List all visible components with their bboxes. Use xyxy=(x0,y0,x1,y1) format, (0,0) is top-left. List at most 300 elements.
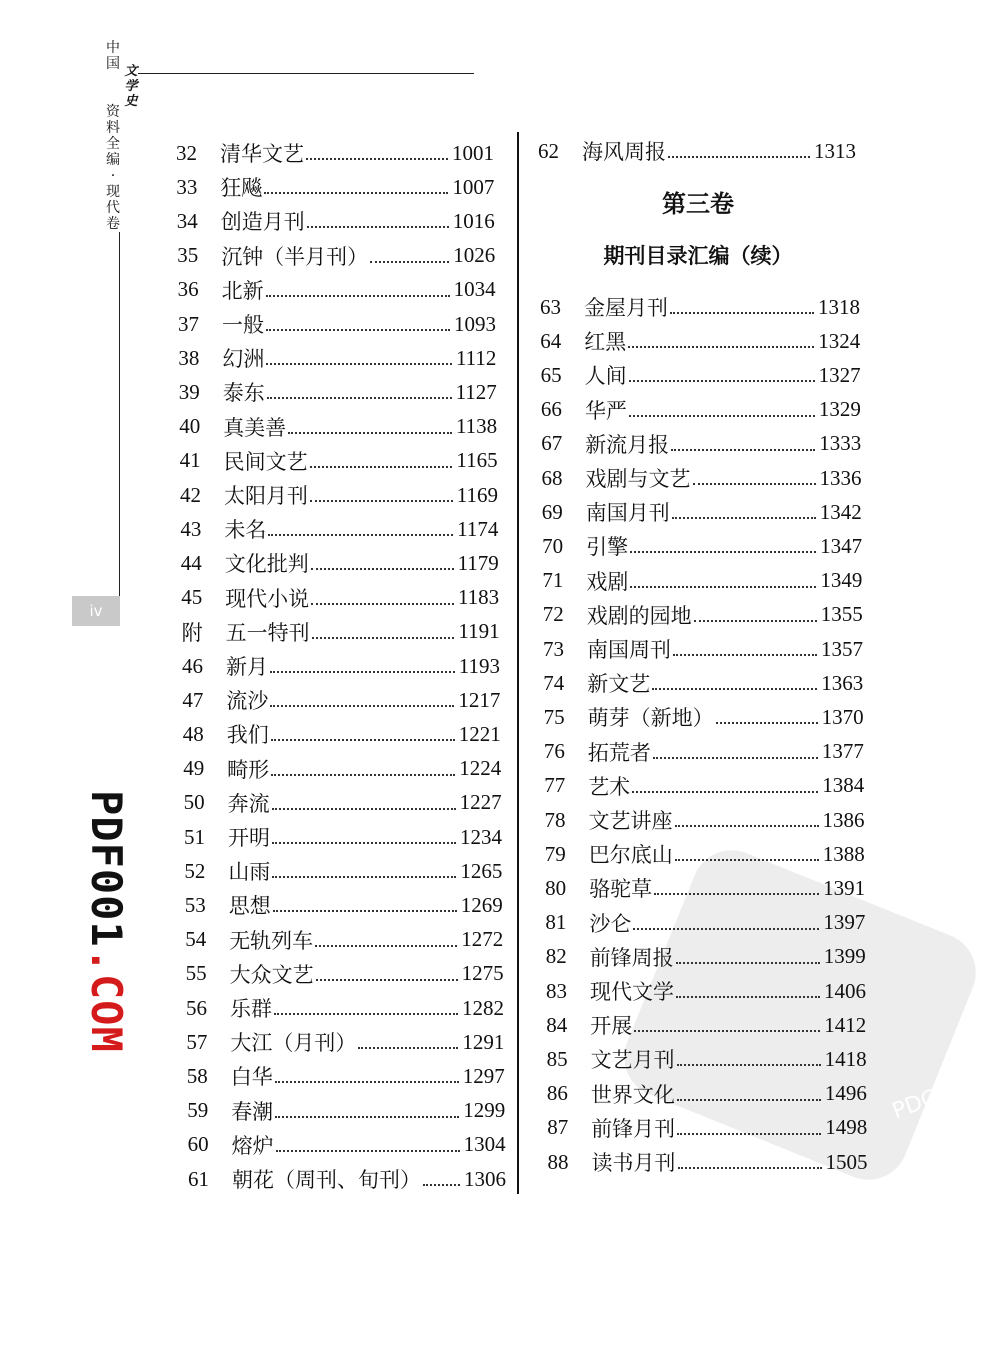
series-title-char: 国 xyxy=(106,56,120,72)
toc-entry-number: 44 xyxy=(180,550,202,575)
toc-leader-dots xyxy=(629,380,815,382)
toc-entry-title: 未名 xyxy=(224,518,267,543)
toc-entry xyxy=(545,839,865,869)
toc-entry-number: 82 xyxy=(545,944,567,969)
toc-entry xyxy=(547,1113,867,1143)
toc-leader-dots xyxy=(272,842,456,844)
toc-entry-title: 白华 xyxy=(230,1065,273,1090)
toc-entry-page: 1026 xyxy=(453,243,496,268)
toc-entry-page: 1127 xyxy=(455,379,497,404)
toc-entry-title: 沉钟（半月刊） xyxy=(221,244,369,269)
toc-leader-dots xyxy=(288,432,452,434)
toc-entry-page: 1384 xyxy=(822,773,865,798)
toc-entry xyxy=(184,856,502,886)
toc-entry-page: 1227 xyxy=(459,790,502,815)
toc-leader-dots xyxy=(271,774,455,776)
toc-entry-title: 人间 xyxy=(584,364,627,389)
toc-entry-title: 民间文艺 xyxy=(223,449,308,474)
toc-entry-number: 81 xyxy=(545,910,567,935)
toc-entry-title: 华严 xyxy=(584,398,627,423)
toc-leader-dots xyxy=(370,261,449,263)
toc-leader-dots xyxy=(264,192,448,194)
toc-entry-number: 55 xyxy=(185,961,207,986)
toc-entry-title: 流沙 xyxy=(226,689,269,714)
toc-entry xyxy=(186,959,504,989)
side-rule xyxy=(119,232,120,624)
toc-entry xyxy=(186,1027,504,1057)
toc-leader-dots xyxy=(675,859,819,861)
toc-entry xyxy=(548,1147,868,1177)
toc-entry-title: 沙仑 xyxy=(589,911,632,936)
toc-entry-number: 79 xyxy=(544,841,566,866)
toc-entry-page: 1282 xyxy=(462,995,504,1020)
toc-entry-title: 奔流 xyxy=(227,791,270,816)
toc-leader-dots xyxy=(694,620,817,622)
toc-entry-title: 世界文化 xyxy=(590,1082,675,1107)
toc-entry xyxy=(542,463,862,493)
toc-leader-dots xyxy=(678,1167,822,1169)
toc-entry-number: 84 xyxy=(546,1012,568,1037)
toc-entry-page: 1505 xyxy=(825,1149,868,1174)
toc-entry-number: 57 xyxy=(186,1029,208,1054)
toc-entry-title: 狂飚 xyxy=(220,176,263,201)
toc-entry-page: 1191 xyxy=(458,619,500,644)
toc-entry-title: 新文艺 xyxy=(587,672,651,697)
toc-entry-title: 前锋周报 xyxy=(589,945,674,970)
toc-leader-dots xyxy=(673,654,817,656)
toc-leader-dots xyxy=(316,979,458,981)
toc-entry xyxy=(542,531,862,561)
toc-leader-dots xyxy=(266,329,450,331)
site-watermark xyxy=(78,790,134,1053)
toc-entry-number: 45 xyxy=(181,585,203,610)
toc-entry-number: 37 xyxy=(178,311,199,336)
toc-entry-title: 南国周刊 xyxy=(587,638,671,662)
toc-leader-dots xyxy=(311,568,454,570)
toc-entry-title: 戏剧 xyxy=(586,569,629,594)
toc-entry-title: 春潮 xyxy=(231,1099,274,1124)
toc-entry-page: 1306 xyxy=(464,1166,506,1191)
toc-entry-title: 骆驼草 xyxy=(589,877,653,902)
toc-entry-number: 65 xyxy=(540,362,562,387)
toc-leader-dots xyxy=(668,156,810,158)
toc-entry xyxy=(546,1010,866,1040)
toc-leader-dots xyxy=(633,928,819,930)
toc-entry xyxy=(185,925,503,955)
toc-entry-page: 1399 xyxy=(823,944,866,969)
toc-entry-title: 真美善 xyxy=(223,415,287,440)
toc-entry-page: 1355 xyxy=(820,602,863,627)
toc-leader-dots xyxy=(677,1064,821,1066)
toc-entry-number: 87 xyxy=(547,1115,569,1140)
toc-leader-dots xyxy=(311,603,454,605)
toc-entry-page: 1498 xyxy=(825,1115,868,1140)
series-subtitle-char: 料 xyxy=(106,120,120,136)
toc-entry-page: 1001 xyxy=(452,140,494,165)
toc-entry-number: 85 xyxy=(546,1046,568,1071)
toc-entry-page: 1297 xyxy=(462,1063,505,1088)
toc-leader-dots xyxy=(272,876,456,878)
toc-entry-number: 40 xyxy=(179,414,201,439)
toc-leader-dots xyxy=(677,1133,821,1135)
toc-entry-page: 1386 xyxy=(822,807,865,832)
toc-entry-page: 1418 xyxy=(824,1046,867,1071)
toc-leader-dots xyxy=(671,449,815,451)
toc-entry-title: 文艺月刊 xyxy=(590,1048,675,1073)
toc-entry-page: 1179 xyxy=(457,550,499,575)
toc-leader-dots xyxy=(266,363,452,365)
toc-entry xyxy=(184,822,502,852)
toc-entry-page: 1034 xyxy=(453,277,496,302)
toc-leader-dots xyxy=(423,1184,460,1186)
toc-leader-dots xyxy=(272,808,456,810)
toc-entry-number: 51 xyxy=(184,824,205,849)
toc-entry-number: 50 xyxy=(183,790,205,815)
toc-leader-dots xyxy=(677,1099,821,1101)
toc-entry-title: 开展 xyxy=(590,1014,633,1039)
toc-entry-page: 1291 xyxy=(462,1029,505,1054)
series-title xyxy=(103,40,123,72)
toc-entry xyxy=(177,241,495,271)
toc-leader-dots xyxy=(307,226,449,228)
toc-entry xyxy=(179,412,497,442)
toc-entry xyxy=(545,873,865,903)
toc-entry xyxy=(545,908,865,938)
stamp-label: PDG xyxy=(889,1084,943,1125)
toc-entry-number: 75 xyxy=(543,704,565,729)
toc-entry-number: 48 xyxy=(182,721,204,746)
toc-entry xyxy=(183,754,501,784)
toc-entry-number: 71 xyxy=(542,568,564,593)
toc-entry-number: 70 xyxy=(542,533,564,558)
toc-entry-title: 无轨列车 xyxy=(229,928,314,953)
toc-entry-page: 1370 xyxy=(821,704,864,729)
toc-entry-page: 1193 xyxy=(458,653,500,678)
toc-entry xyxy=(187,1061,505,1091)
toc-entry-number: 77 xyxy=(544,773,566,798)
toc-entry-title: 大江（月刊） xyxy=(230,1031,357,1056)
page-number: iv xyxy=(72,596,120,626)
toc-entry-title: 金屋月刊 xyxy=(584,296,668,320)
toc-entry-title: 大众文艺 xyxy=(229,962,314,987)
toc-entry-title: 一般 xyxy=(222,313,264,337)
toc-entry xyxy=(541,395,861,425)
toc-entry-title: 引擎 xyxy=(586,535,629,560)
toc-entry-page: 1388 xyxy=(822,841,865,866)
series-subtitle xyxy=(103,104,123,232)
toc-entry xyxy=(181,583,499,613)
toc-entry-number: 38 xyxy=(178,345,200,370)
toc-entry-page: 1313 xyxy=(814,138,856,163)
toc-leader-dots xyxy=(653,757,818,759)
toc-entry-page: 1327 xyxy=(818,362,861,387)
toc-entry-number: 58 xyxy=(186,1063,208,1088)
toc-entry-number: 64 xyxy=(540,328,562,353)
toc-entry-title: 巴尔底山 xyxy=(588,843,673,868)
toc-leader-dots xyxy=(310,466,453,468)
toc-entry-title: 戏剧的园地 xyxy=(586,603,692,628)
toc-entry xyxy=(547,1079,867,1109)
toc-entry-title: 红黑 xyxy=(584,330,627,355)
toc-entry xyxy=(538,136,856,166)
toc-entry xyxy=(180,480,498,510)
toc-entry-title: 五一特刊 xyxy=(225,620,310,645)
toc-leader-dots xyxy=(675,825,819,827)
toc-entry-title: 现代小说 xyxy=(225,586,310,611)
series-subtitle-char: 代 xyxy=(106,200,120,216)
toc-entry xyxy=(542,566,862,596)
toc-leader-dots xyxy=(632,791,818,793)
toc-entry-title: 乐群 xyxy=(230,997,272,1021)
series-calligraphy-char: 史 xyxy=(124,94,138,109)
toc-entry xyxy=(546,942,866,972)
toc-entry-page: 1342 xyxy=(819,499,862,524)
toc-entry-page: 1093 xyxy=(454,311,496,336)
toc-entry-page: 1357 xyxy=(821,636,863,661)
toc-entry-page: 1412 xyxy=(824,1012,867,1037)
toc-entry-title: 畸形 xyxy=(227,757,270,782)
toc-entry xyxy=(544,771,864,801)
toc-leader-dots xyxy=(266,295,450,297)
toc-entry xyxy=(541,360,861,390)
toc-entry-number: 72 xyxy=(542,602,564,627)
toc-leader-dots xyxy=(628,346,814,348)
toc-entry-number: 59 xyxy=(187,1098,209,1123)
toc-leader-dots xyxy=(676,962,820,964)
toc-entry-number: 63 xyxy=(540,294,561,319)
toc-leader-dots xyxy=(270,705,454,707)
toc-entry-page: 1333 xyxy=(819,431,862,456)
toc-leader-dots xyxy=(275,1116,459,1118)
toc-leader-dots xyxy=(670,312,814,314)
toc-leader-dots xyxy=(310,500,453,502)
series-subtitle-char: 全 xyxy=(106,136,120,152)
toc-entry-number: 80 xyxy=(545,875,567,900)
toc-entry-title: 艺术 xyxy=(588,774,631,799)
toc-entry xyxy=(181,548,499,578)
toc-entry xyxy=(177,206,495,236)
watermark-part1: PDF001 xyxy=(82,790,131,948)
toc-leader-dots xyxy=(630,551,816,553)
toc-entry-page: 1224 xyxy=(459,756,502,781)
toc-entry xyxy=(543,668,863,698)
toc-leader-dots xyxy=(676,996,820,998)
toc-entry-title: 我们 xyxy=(226,723,269,748)
watermark-part2: .COM xyxy=(82,947,131,1053)
toc-entry-number: 53 xyxy=(184,892,206,917)
toc-entry-number: 67 xyxy=(541,431,563,456)
toc-entry xyxy=(184,788,502,818)
toc-entry-title: 新流月报 xyxy=(585,432,670,457)
toc-entry-number: 39 xyxy=(178,379,200,404)
toc-entry-page: 1363 xyxy=(821,670,864,695)
toc-leader-dots xyxy=(268,534,453,536)
toc-leader-dots xyxy=(315,945,457,947)
toc-leader-dots xyxy=(271,739,455,741)
toc-entry xyxy=(188,1130,506,1160)
toc-entry-page: 1112 xyxy=(455,345,497,370)
toc-entry-page: 1397 xyxy=(823,910,866,935)
section-heading: 期刊目录汇编（续） xyxy=(603,244,793,268)
series-subtitle-char: 编 xyxy=(106,152,120,168)
toc-entry-page: 1217 xyxy=(458,687,501,712)
toc-entry-number: 36 xyxy=(177,277,199,302)
toc-entry xyxy=(178,275,496,305)
series-subtitle-char: 卷 xyxy=(106,216,120,232)
toc-entry-number: 32 xyxy=(176,140,197,165)
toc-entry xyxy=(544,737,864,767)
toc-entry-title: 北新 xyxy=(221,278,264,303)
series-subtitle-char: 现 xyxy=(106,184,120,200)
toc-entry-title: 朝花（周刊、旬刊） xyxy=(232,1168,421,1192)
toc-leader-dots xyxy=(270,671,455,673)
toc-entry-page: 1169 xyxy=(456,482,498,507)
toc-entry-number: 34 xyxy=(176,208,198,233)
toc-entry-title: 现代文学 xyxy=(590,980,674,1004)
toc-entry-page: 1016 xyxy=(452,208,495,233)
toc-entry xyxy=(188,1164,506,1194)
toc-entry-title: 拓荒者 xyxy=(587,740,651,765)
toc-entry-title: 文化批判 xyxy=(224,552,309,577)
toc-entry-title: 思想 xyxy=(228,894,271,919)
toc-entry-page: 1165 xyxy=(456,448,498,473)
toc-entry-page: 1304 xyxy=(463,1132,506,1157)
toc-leader-dots xyxy=(716,722,818,724)
toc-entry-title: 读书月刊 xyxy=(591,1151,676,1175)
toc-entry xyxy=(182,685,500,715)
toc-entry xyxy=(180,446,498,476)
toc-entry-number: 88 xyxy=(547,1149,569,1174)
toc-entry-page: 1234 xyxy=(460,824,502,849)
toc-entry xyxy=(540,292,860,322)
toc-entry xyxy=(540,326,860,356)
toc-entry xyxy=(180,514,498,544)
toc-entry-number: 43 xyxy=(180,516,202,541)
toc-entry-number: 83 xyxy=(546,978,567,1003)
toc-entry-number: 54 xyxy=(185,927,207,952)
toc-leader-dots xyxy=(358,1047,458,1049)
toc-leader-dots xyxy=(275,1081,459,1083)
toc-entry-number: 61 xyxy=(188,1166,209,1191)
toc-entry-title: 戏剧与文艺 xyxy=(585,467,691,491)
toc-entry-title: 海风周报 xyxy=(582,140,666,164)
toc-entry-page: 1406 xyxy=(824,978,866,1003)
toc-entry-number: 68 xyxy=(541,465,563,490)
toc-leader-dots xyxy=(654,893,819,895)
toc-entry-page: 1007 xyxy=(452,174,495,199)
toc-entry-number: 62 xyxy=(538,138,559,163)
toc-entry-page: 1183 xyxy=(457,585,500,610)
header-rule xyxy=(138,73,474,74)
toc-entry-number: 35 xyxy=(177,243,199,268)
toc-leader-dots xyxy=(629,415,815,417)
toc-entry xyxy=(542,497,862,527)
toc-entry-number: 56 xyxy=(186,995,207,1020)
toc-entry-title: 泰东 xyxy=(222,381,265,406)
toc-entry-page: 1272 xyxy=(461,927,504,952)
toc-entry xyxy=(182,617,500,647)
toc-entry xyxy=(545,805,865,835)
toc-entry-title: 前锋月刊 xyxy=(591,1116,676,1141)
toc-entry-title: 南国月刊 xyxy=(585,501,670,526)
toc-entry-number: 42 xyxy=(180,482,201,507)
toc-leader-dots xyxy=(267,397,452,399)
toc-leader-dots xyxy=(693,483,816,485)
toc-entry xyxy=(541,429,861,459)
toc-entry-page: 1174 xyxy=(457,516,499,541)
toc-entry-number: 69 xyxy=(541,499,563,524)
toc-leader-dots xyxy=(672,517,816,519)
toc-entry-title: 文艺讲座 xyxy=(588,809,673,833)
toc-entry xyxy=(176,138,494,168)
toc-entry-page: 1324 xyxy=(818,328,861,353)
series-calligraphy-char: 文 xyxy=(124,64,138,79)
toc-entry-page: 1496 xyxy=(824,1081,867,1106)
toc-entry-number: 41 xyxy=(179,448,201,473)
toc-entry-number: 52 xyxy=(184,858,206,883)
toc-entry-title: 开明 xyxy=(228,826,270,850)
toc-entry xyxy=(182,651,500,681)
series-calligraphy-char: 学 xyxy=(124,79,138,94)
column-divider xyxy=(517,132,519,1194)
toc-entry-page: 1299 xyxy=(463,1098,506,1123)
toc-entry-number: 46 xyxy=(182,653,203,678)
toc-entry-number: 附 xyxy=(181,620,203,645)
toc-entry-page: 1336 xyxy=(819,465,862,490)
series-subtitle-char: 资 xyxy=(106,104,120,120)
series-calligraphy xyxy=(123,64,139,109)
series-title-char: 中 xyxy=(106,40,120,56)
toc-entry-title: 清华文艺 xyxy=(220,142,304,166)
toc-entry-number: 60 xyxy=(187,1132,209,1157)
toc-entry-page: 1275 xyxy=(461,961,504,986)
toc-entry-page: 1349 xyxy=(820,568,863,593)
toc-entry-page: 1391 xyxy=(823,875,866,900)
toc-entry-page: 1138 xyxy=(455,414,498,439)
toc-entry-number: 49 xyxy=(183,756,205,781)
toc-entry-page: 1347 xyxy=(820,533,863,558)
toc-entry xyxy=(543,634,863,664)
toc-leader-dots xyxy=(274,1013,458,1015)
toc-entry-title: 幻洲 xyxy=(222,347,265,372)
series-subtitle-char: · xyxy=(110,168,116,184)
toc-entry xyxy=(183,719,501,749)
volume-heading: 第三卷 xyxy=(662,190,734,218)
toc-leader-dots xyxy=(630,586,816,588)
toc-entry-number: 86 xyxy=(546,1081,568,1106)
toc-leader-dots xyxy=(312,637,455,639)
toc-entry-number: 74 xyxy=(543,670,565,695)
toc-entry xyxy=(178,343,496,373)
toc-entry xyxy=(186,993,504,1023)
toc-entry xyxy=(187,1096,505,1126)
toc-entry xyxy=(543,600,863,630)
toc-leader-dots xyxy=(652,688,817,690)
toc-entry-page: 1265 xyxy=(460,858,503,883)
toc-entry-number: 66 xyxy=(540,397,562,422)
toc-entry xyxy=(176,172,494,202)
toc-entry-page: 1329 xyxy=(818,397,861,422)
toc-entry xyxy=(547,1044,867,1074)
toc-leader-dots xyxy=(273,910,457,912)
toc-leader-dots xyxy=(306,158,448,160)
toc-entry xyxy=(185,890,503,920)
toc-entry xyxy=(178,309,496,339)
toc-entry-page: 1269 xyxy=(460,892,503,917)
toc-entry-page: 1377 xyxy=(821,739,864,764)
toc-entry-title: 熔炉 xyxy=(231,1133,274,1158)
toc-leader-dots xyxy=(634,1030,820,1032)
